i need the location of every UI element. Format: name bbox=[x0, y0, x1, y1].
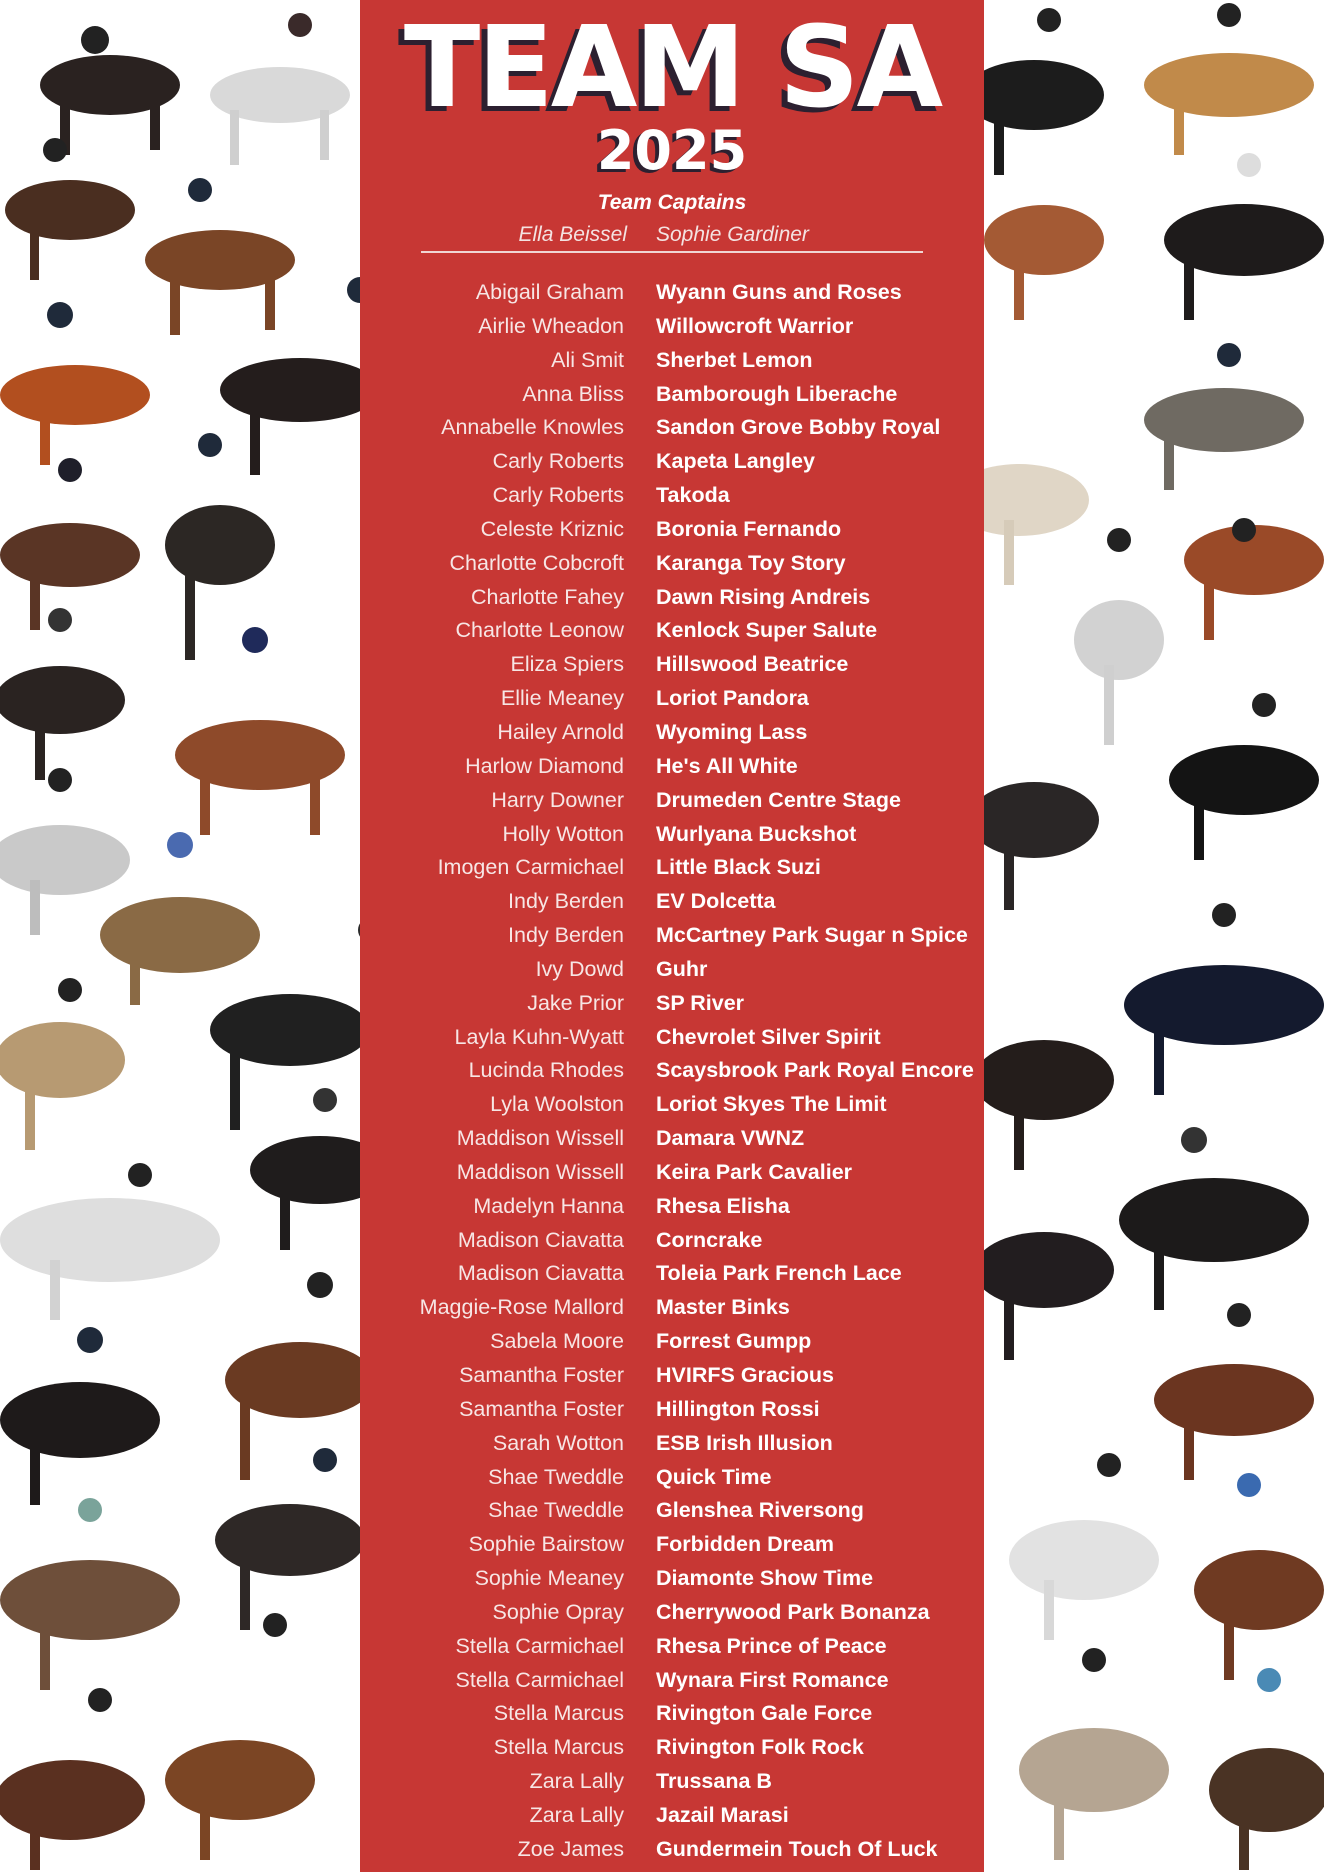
horse-rider-silhouette bbox=[984, 782, 1099, 910]
roster-row bbox=[360, 1462, 984, 1496]
rider-name: Carly Roberts bbox=[492, 483, 624, 508]
horse-name: Rivington Gale Force bbox=[656, 1701, 873, 1726]
horse-name: Forrest Gumpp bbox=[656, 1329, 812, 1354]
horse-rider-silhouette bbox=[1074, 528, 1164, 745]
team-captain-name: Ella Beissel bbox=[518, 223, 627, 246]
horse-rider-silhouette bbox=[220, 277, 360, 475]
rider-name: Madison Ciavatta bbox=[457, 1261, 624, 1286]
roster-row bbox=[360, 277, 984, 311]
rider-name: Maggie-Rose Mallord bbox=[419, 1295, 624, 1320]
rider-name: Charlotte Fahey bbox=[471, 584, 624, 609]
rider-name: Airlie Wheadon bbox=[478, 313, 624, 338]
horse-name: Glenshea Riversong bbox=[656, 1498, 864, 1523]
rider-name: Harlow Diamond bbox=[465, 753, 624, 778]
horse-name: Guhr bbox=[656, 956, 708, 981]
horse-name: Keira Park Cavalier bbox=[656, 1159, 853, 1184]
rider-name: Charlotte Leonow bbox=[455, 618, 624, 643]
rider-name: Shae Tweddle bbox=[488, 1464, 624, 1489]
horse-rider-photo-collage-left bbox=[0, 0, 360, 1872]
horse-rider-photo-collage-right bbox=[984, 0, 1324, 1872]
horse-name: Scaysbrook Park Royal Encore bbox=[656, 1058, 974, 1083]
rider-name: Stella Carmichael bbox=[455, 1633, 624, 1658]
rider-name: Samantha Foster bbox=[459, 1396, 624, 1421]
horse-name: Damara VWNZ bbox=[656, 1126, 805, 1151]
horse-name: Loriot Skyes The Limit bbox=[656, 1092, 887, 1117]
horse-name: Cherrywood Park Bonanza bbox=[656, 1599, 930, 1624]
team-captain-name: Sophie Gardiner bbox=[656, 223, 809, 246]
horse-rider-silhouette bbox=[225, 1272, 360, 1480]
horse-name: Sandon Grove Bobby Royal bbox=[656, 415, 941, 440]
team-roster bbox=[360, 277, 984, 1868]
roster-row bbox=[360, 446, 984, 480]
roster-row bbox=[360, 1834, 984, 1868]
rider-name: Sophie Opray bbox=[492, 1599, 624, 1624]
roster-row bbox=[360, 1360, 984, 1394]
horse-name: He's All White bbox=[656, 753, 798, 778]
roster-row bbox=[360, 1495, 984, 1529]
horse-name: Quick Time bbox=[656, 1464, 772, 1489]
horse-name: Toleia Park French Lace bbox=[656, 1261, 902, 1286]
team-captains-heading: Team Captains bbox=[597, 191, 747, 214]
rider-name: Lyla Woolston bbox=[490, 1092, 624, 1117]
rider-name: Zoe James bbox=[517, 1836, 624, 1861]
horse-rider-silhouette bbox=[0, 1688, 145, 1870]
roster-row bbox=[360, 717, 984, 751]
horse-rider-silhouette bbox=[165, 1613, 315, 1860]
horse-rider-silhouette bbox=[984, 205, 1104, 320]
horse-name: Willowcroft Warrior bbox=[656, 313, 854, 338]
rider-name: Stella Carmichael bbox=[455, 1667, 624, 1692]
roster-row bbox=[360, 988, 984, 1022]
horse-rider-silhouette bbox=[0, 1498, 180, 1690]
rider-name: Lucinda Rhodes bbox=[468, 1058, 624, 1083]
roster-row bbox=[360, 1022, 984, 1056]
horse-name: Forbidden Dream bbox=[656, 1532, 834, 1557]
roster-row bbox=[360, 1394, 984, 1428]
roster-row bbox=[360, 1563, 984, 1597]
horse-rider-silhouette bbox=[1119, 1127, 1309, 1310]
roster-row bbox=[360, 954, 984, 988]
rider-name: Celeste Kriznic bbox=[480, 516, 624, 541]
roster-row bbox=[360, 1732, 984, 1766]
roster-row bbox=[360, 1292, 984, 1326]
rider-name: Harry Downer bbox=[491, 787, 624, 812]
horse-name: Wurlyana Buckshot bbox=[656, 821, 857, 846]
horse-name: Rhesa Prince of Peace bbox=[656, 1633, 887, 1658]
rider-name: Maddison Wissell bbox=[456, 1159, 624, 1184]
rider-name: Madison Ciavatta bbox=[457, 1227, 624, 1252]
horse-name: Dawn Rising Andreis bbox=[656, 584, 871, 609]
horse-name: Hillswood Beatrice bbox=[656, 652, 849, 677]
poster-title: TEAM SA bbox=[403, 3, 941, 133]
rider-name: Anna Bliss bbox=[522, 381, 624, 406]
horse-rider-silhouette bbox=[984, 464, 1089, 585]
horse-rider-silhouette bbox=[984, 1232, 1114, 1360]
poster-year: 2025 bbox=[596, 119, 748, 182]
horse-name: Gundermein Touch Of Luck bbox=[656, 1836, 938, 1861]
rider-name: Stella Marcus bbox=[493, 1701, 624, 1726]
horse-rider-silhouette bbox=[984, 8, 1104, 175]
horse-name: Kenlock Super Salute bbox=[656, 618, 878, 643]
horse-rider-silhouette bbox=[1144, 343, 1304, 490]
rider-name: Indy Berden bbox=[508, 923, 624, 948]
rider-name: Jake Prior bbox=[527, 990, 624, 1015]
roster-row bbox=[360, 819, 984, 853]
rider-name: Shae Tweddle bbox=[488, 1498, 624, 1523]
horse-name: Takoda bbox=[656, 483, 730, 508]
rider-name: Eliza Spiers bbox=[510, 652, 624, 677]
horse-rider-silhouette bbox=[0, 768, 130, 935]
horse-name: Wyann Guns and Roses bbox=[656, 280, 902, 304]
roster-row bbox=[360, 412, 984, 446]
roster-row bbox=[360, 548, 984, 582]
horse-rider-silhouette bbox=[1194, 1473, 1324, 1680]
horse-name: Rivington Folk Rock bbox=[656, 1735, 864, 1760]
roster-row bbox=[360, 1157, 984, 1191]
roster-row bbox=[360, 852, 984, 886]
roster-row bbox=[360, 1698, 984, 1732]
rider-name: Stella Marcus bbox=[493, 1735, 624, 1760]
horse-name: Hillington Rossi bbox=[656, 1396, 820, 1421]
horse-name: Sherbet Lemon bbox=[656, 347, 813, 372]
horse-name: Wynara First Romance bbox=[656, 1667, 889, 1692]
rider-name: Madelyn Hanna bbox=[473, 1193, 624, 1218]
roster-row bbox=[360, 1326, 984, 1360]
roster-row bbox=[360, 345, 984, 379]
rider-name: Zara Lally bbox=[529, 1769, 624, 1794]
horse-rider-silhouette bbox=[0, 608, 125, 780]
horse-rider-silhouette bbox=[0, 978, 125, 1150]
roster-row bbox=[360, 886, 984, 920]
rider-name: Holly Wotton bbox=[502, 821, 624, 846]
roster-row bbox=[360, 649, 984, 683]
roster-row bbox=[360, 920, 984, 954]
horse-name: SP River bbox=[656, 990, 745, 1015]
horse-rider-silhouette bbox=[1209, 1668, 1324, 1870]
divider-line bbox=[421, 251, 923, 253]
rider-name: Charlotte Cobcroft bbox=[449, 550, 624, 575]
horse-name: ESB Irish Illusion bbox=[656, 1430, 833, 1455]
horse-rider-silhouette bbox=[0, 458, 140, 630]
horse-rider-silhouette bbox=[1164, 153, 1324, 320]
rider-name: Imogen Carmichael bbox=[437, 855, 624, 880]
rider-name: Hailey Arnold bbox=[497, 719, 624, 744]
horse-rider-silhouette bbox=[1124, 903, 1324, 1095]
roster-row bbox=[360, 1428, 984, 1462]
rider-name: Sabela Moore bbox=[490, 1329, 624, 1354]
rider-name: Carly Roberts bbox=[492, 449, 624, 474]
roster-row bbox=[360, 1225, 984, 1259]
horse-rider-silhouette bbox=[1144, 3, 1314, 155]
horse-rider-silhouette bbox=[210, 13, 350, 165]
rider-name: Sarah Wotton bbox=[492, 1430, 624, 1455]
rider-name: Sophie Meaney bbox=[474, 1566, 624, 1591]
horse-rider-silhouette bbox=[1184, 518, 1324, 640]
horse-rider-silhouette bbox=[1169, 693, 1319, 860]
horse-name: Chevrolet Silver Spirit bbox=[656, 1024, 881, 1049]
roster-row bbox=[360, 683, 984, 717]
roster-row bbox=[360, 1631, 984, 1665]
horse-rider-silhouette bbox=[215, 1448, 360, 1630]
roster-row bbox=[360, 379, 984, 413]
roster-row bbox=[360, 1089, 984, 1123]
rider-name: Samantha Foster bbox=[459, 1363, 624, 1387]
horse-name: EV Dolcetta bbox=[656, 889, 776, 914]
horse-name: Drumeden Centre Stage bbox=[656, 787, 901, 812]
roster-row bbox=[360, 1529, 984, 1563]
horse-rider-silhouette bbox=[1019, 1648, 1169, 1860]
roster-row bbox=[360, 1123, 984, 1157]
rider-name: Indy Berden bbox=[508, 889, 624, 914]
roster-row bbox=[360, 1258, 984, 1292]
horse-rider-silhouette bbox=[0, 1163, 220, 1320]
roster-row bbox=[360, 1597, 984, 1631]
horse-rider-silhouette bbox=[250, 1088, 360, 1250]
horse-rider-silhouette bbox=[1154, 1303, 1314, 1480]
rider-name: Ali Smit bbox=[551, 347, 624, 372]
roster-row bbox=[360, 615, 984, 649]
roster-row bbox=[360, 1665, 984, 1699]
rider-name: Zara Lally bbox=[529, 1802, 624, 1827]
roster-row bbox=[360, 1800, 984, 1834]
rider-name: Sophie Bairstow bbox=[468, 1532, 624, 1557]
roster-row bbox=[360, 311, 984, 345]
roster-row bbox=[360, 751, 984, 785]
roster-row bbox=[360, 785, 984, 819]
roster-row bbox=[360, 582, 984, 616]
horse-name: Loriot Pandora bbox=[656, 686, 809, 711]
rider-name: Annabelle Knowles bbox=[441, 415, 624, 440]
roster-row bbox=[360, 1055, 984, 1089]
horse-name: Jazail Marasi bbox=[656, 1802, 789, 1827]
horse-rider-silhouette bbox=[0, 302, 150, 465]
horse-name: Little Black Suzi bbox=[656, 855, 821, 880]
horse-name: Master Binks bbox=[656, 1295, 790, 1320]
horse-rider-silhouette bbox=[0, 1327, 160, 1505]
horse-name: Kapeta Langley bbox=[656, 449, 815, 474]
horse-rider-silhouette bbox=[175, 627, 345, 835]
roster-row bbox=[360, 514, 984, 548]
horse-name: Bamborough Liberache bbox=[656, 381, 898, 406]
horse-name: Boronia Fernando bbox=[656, 516, 842, 541]
rider-name: Maddison Wissell bbox=[456, 1126, 624, 1151]
roster-row bbox=[360, 1766, 984, 1800]
rider-name: Ivy Dowd bbox=[535, 956, 624, 981]
horse-name: Rhesa Elisha bbox=[656, 1193, 790, 1218]
rider-name: Layla Kuhn-Wyatt bbox=[454, 1024, 624, 1049]
horse-name: Trussana B bbox=[656, 1769, 772, 1794]
horse-name: McCartney Park Sugar n Spice bbox=[656, 923, 968, 948]
horse-rider-silhouette bbox=[1009, 1453, 1159, 1640]
horse-name: Diamonte Show Time bbox=[656, 1566, 874, 1591]
rider-name: Ellie Meaney bbox=[500, 686, 624, 711]
horse-name: Corncrake bbox=[656, 1227, 763, 1252]
horse-rider-silhouette bbox=[5, 138, 135, 280]
roster-row bbox=[360, 1191, 984, 1225]
horse-rider-silhouette bbox=[145, 178, 295, 335]
horse-name: HVIRFS Gracious bbox=[656, 1363, 835, 1387]
rider-name: Abigail Graham bbox=[475, 280, 624, 304]
horse-name: Karanga Toy Story bbox=[656, 550, 846, 575]
horse-rider-silhouette bbox=[984, 1040, 1114, 1170]
roster-row bbox=[360, 480, 984, 514]
horse-name: Wyoming Lass bbox=[656, 719, 808, 744]
horse-rider-silhouette bbox=[40, 26, 180, 155]
